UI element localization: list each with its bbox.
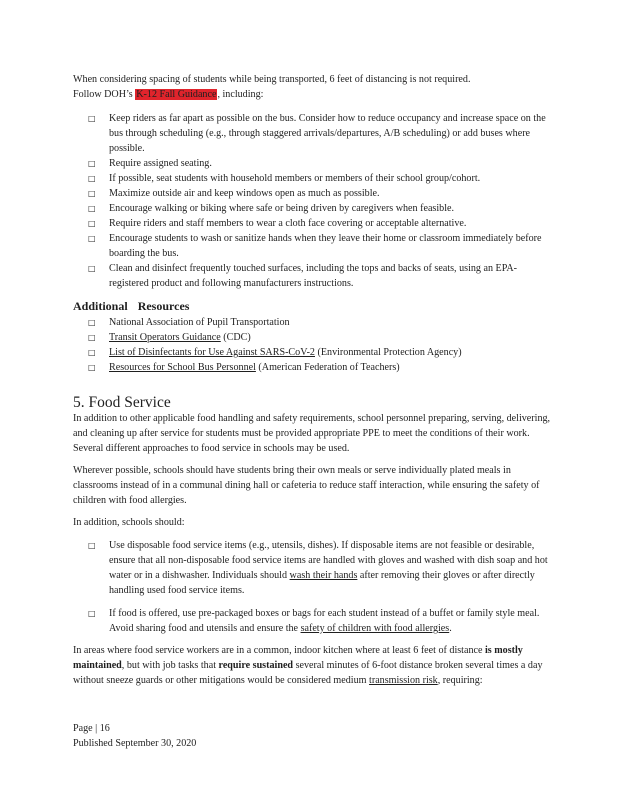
bullet-icon: [88, 111, 96, 126]
list-item: □ Require assigned seating.: [88, 156, 548, 171]
list-item: □ Encourage students to wash or sanitize hands when they leave their home or classroom immediately before boarding the bus.: [88, 231, 548, 261]
resource-item: □ Transit Operators Guidance (CDC): [88, 330, 548, 345]
page-number: Page | 16: [73, 723, 110, 734]
food-bullet-list: [88, 538, 548, 636]
list-item: □ Clean and disinfect frequently touched surfaces, including the tops and backs of seats, using an EPA-registered product and following manufacturers instructions.: [88, 261, 548, 291]
list-item: □ If possible, seat students with household members or members of their school group/cohort.: [88, 171, 548, 186]
bullet-icon: [88, 216, 96, 231]
list-item: □ Use disposable food service items (e.g., utensils, dishes). If disposable items are not feasible or desirable, ensure that all non-disposable food service items are handled with gloves and washed with dish soap and hot water or in a dishwasher. Individuals should wash their hands after removing their gloves or after directly handling used food service items.: [88, 538, 548, 598]
food-allergies-link[interactable]: safety of children with food allergies: [300, 623, 450, 634]
list-item: □ Encourage walking or biking where safe or being driven by caregivers when feasible.: [88, 201, 548, 216]
bullet-icon: [88, 360, 96, 375]
wash-hands-link[interactable]: wash their hands: [289, 570, 358, 581]
food-para-4: In areas where food service workers are in a common, indoor kitchen where at least 6 feet of distance is mostly maintained, but with job tasks that require sustained several minutes of 6-foot distance broken several times a day without sneeze guards or other mitigations would be considered medium transmission risk, requiring:: [73, 645, 543, 686]
k12-guidance-link[interactable]: K-12 Fall Guidance: [136, 89, 217, 100]
resource-text[interactable]: National Association of Pupil Transportation: [109, 317, 290, 328]
intro-line-2-post: , including:: [217, 89, 264, 100]
list-item: □ Require riders and staff members to wear a cloth face covering or acceptable alternative.: [88, 216, 548, 231]
transmission-risk-link[interactable]: transmission risk: [369, 675, 438, 686]
resources-list: [88, 315, 548, 375]
bullet-icon: [88, 171, 96, 186]
bullet-icon: [88, 156, 96, 171]
bullet-icon: [88, 315, 96, 330]
bullet-icon: [88, 330, 96, 345]
intro-line-2-pre: Follow DOH’s: [73, 89, 136, 100]
page-footer: [73, 721, 196, 751]
intro-paragraph: [73, 72, 553, 102]
food-service-heading: 5. Food Service: [73, 394, 171, 411]
transport-bullet-list: [88, 111, 548, 291]
resource-item: □ Resources for School Bus Personnel (American Federation of Teachers): [88, 360, 548, 375]
list-item: □ Keep riders as far apart as possible on the bus. Consider how to reduce occupancy and increase space on the bus through scheduling (e.g., through staggered arrivals/departures, A/B scheduling) or add buses where possible.: [88, 111, 548, 156]
bullet-icon: [88, 606, 96, 621]
bullet-icon: [88, 345, 96, 360]
resource-link[interactable]: Transit Operators Guidance: [109, 332, 221, 343]
resource-link[interactable]: Resources for School Bus Personnel: [109, 362, 256, 373]
bullet-icon: [88, 201, 96, 216]
intro-line-1: When considering spacing of students while being transported, 6 feet of distancing is not required.: [73, 74, 471, 85]
list-item: □ If food is offered, use pre-packaged boxes or bags for each student instead of a buffet or family style meal. Avoid sharing food and utensils and ensure the safety of children with food allergies.: [88, 606, 548, 636]
list-item: □ Maximize outside air and keep windows open as much as possible.: [88, 186, 548, 201]
additional-resources-heading: Additional Resources: [73, 299, 190, 313]
resource-link[interactable]: List of Disinfectants for Use Against SARS-CoV-2: [109, 347, 315, 358]
published-date: Published September 30, 2020: [73, 738, 197, 749]
resource-item: [88, 315, 548, 330]
food-para-1: In addition to other applicable food handling and safety requirements, school personnel preparing, serving, delivering, and cleaning up after service for students must be provided appropriate PPE to meet the conditions of their work. Several different approaches to food service in schools may be used.: [73, 413, 551, 454]
bullet-icon: [88, 538, 96, 553]
food-para-3: In addition, schools should:: [73, 517, 185, 528]
food-para-2: Wherever possible, schools should have students bring their own meals or serve individually plated meals in classrooms instead of in a communal dining hall or cafeteria to reduce staff interaction, while ensuring the safety of children with food allergies.: [73, 465, 540, 506]
bullet-icon: [88, 261, 96, 276]
bullet-icon: [88, 186, 96, 201]
bullet-icon: [88, 231, 96, 246]
resource-item: □ List of Disinfectants for Use Against SARS-CoV-2 (Environmental Protection Agency): [88, 345, 548, 360]
